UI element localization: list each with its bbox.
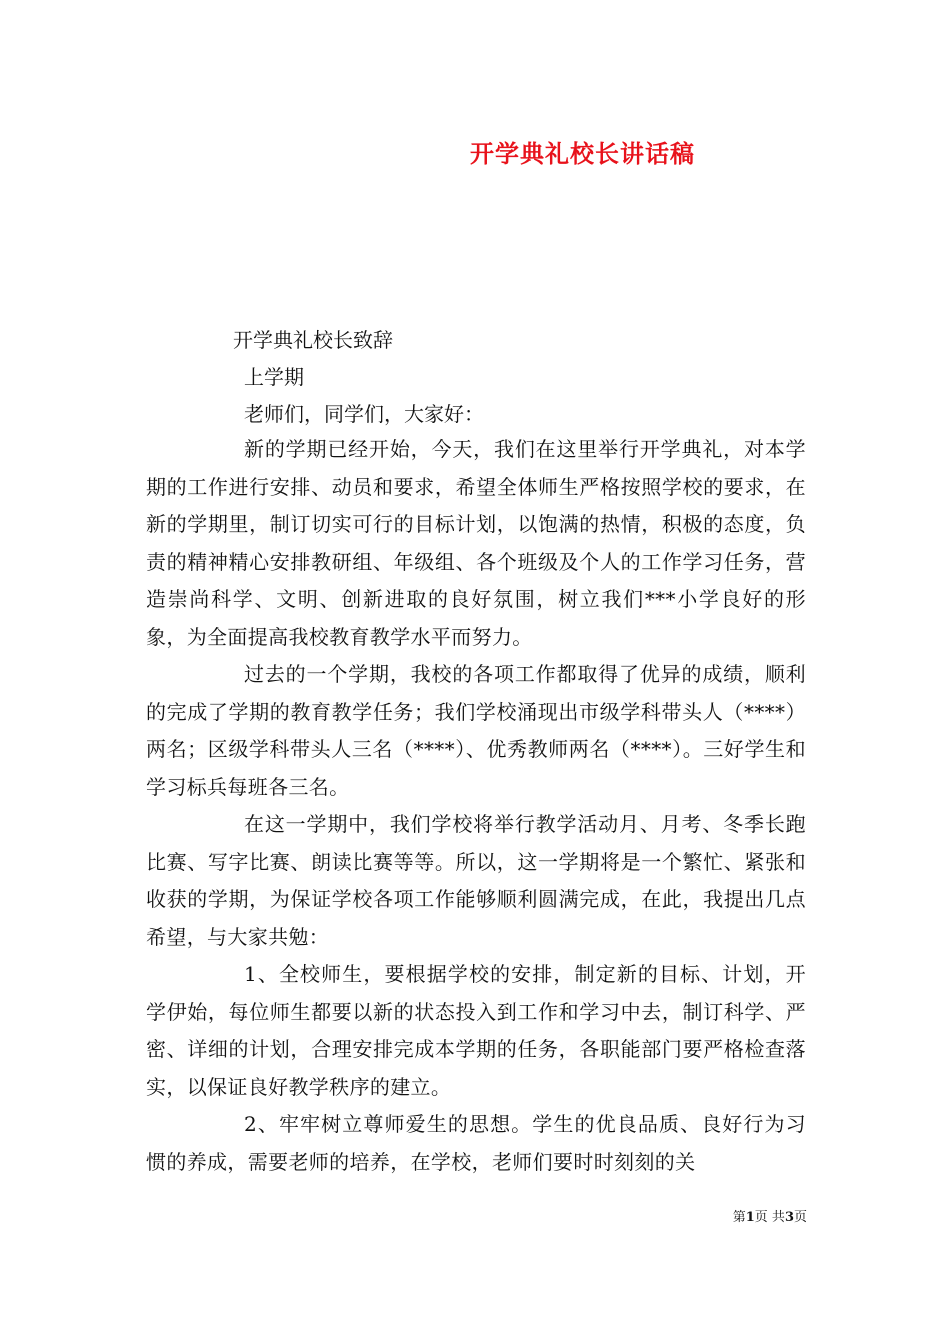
paragraph-opening: 新的学期已经开始，今天，我们在这里举行开学典礼，对本学期的工作进行安排、动员和要求，希望全体师生严格按照学校的要求，在新的学期里，制订切实可行的目标计划，以饱满的热情，积极的态度，负责的精神精心安排教研组、年级组、各个班级及个人的工作学习任务，营造崇尚科学、文明、创新进取的良好氛围，树立我们***小学良好的形象，为全面提高我校教育教学水平而努力。 — [146, 437, 806, 649]
paragraph-point-1: 1、全校师生，要根据学校的安排，制定新的目标、计划，开学伊始，每位师生都要以新的状态投入到工作和学习中去，制订科学、严密、详细的计划，合理安排完成本学期的任务，各职能部门要严格检查落实，以保证良好教学秩序的建立。 — [146, 962, 806, 1099]
footer-prefix: 第 — [732, 1210, 746, 1225]
footer-total-pages: 3 — [784, 1210, 794, 1225]
footer-current-page: 1 — [745, 1210, 755, 1225]
paragraph-plans: 在这一学期中，我们学校将举行教学活动月、月考、冬季长跑比赛、写字比赛、朗读比赛等等。所以，这一学期将是一个繁忙、紧张和收获的学期，为保证学校各项工作能够顺利圆满完成，在此，我提出几点希望，与大家共勉： — [146, 812, 806, 949]
paragraph-point-2: 2、牢牢树立尊师爱生的思想。学生的优良品质、良好行为习惯的养成，需要老师的培养，在学校，老师们要时时刻刻的关 — [146, 1112, 806, 1174]
document-title: 开学典礼校长讲话稿 — [470, 139, 695, 168]
greeting-line: 老师们，同学们，大家好： — [244, 402, 484, 426]
paragraph-achievements: 过去的一个学期，我校的各项工作都取得了优异的成绩，顺利的完成了学期的教育教学任务；我们学校涌现出市级学科带头人（****）两名；区级学科带头人三名（****）、优秀教师两名（****）。三好学生和学习标兵每班各三名。 — [146, 662, 806, 799]
page-footer — [0, 1206, 807, 1225]
speech-heading: 开学典礼校长致辞 — [233, 328, 393, 352]
semester-label: 上学期 — [244, 365, 304, 389]
footer-middle: 页 共 — [754, 1210, 785, 1225]
footer-suffix: 页 — [793, 1210, 807, 1225]
